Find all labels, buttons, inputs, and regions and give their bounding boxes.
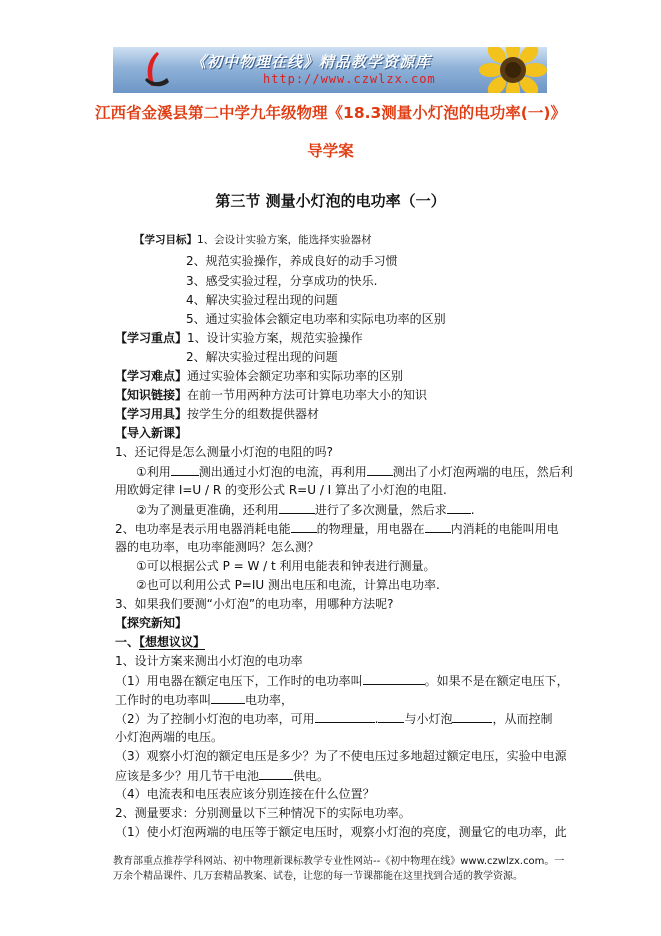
explore-subheading: 一、【想想议议】: [115, 635, 206, 649]
sunflower-icon: [473, 47, 547, 93]
logo-icon: [141, 50, 171, 90]
document-title: 江西省金溪县第二中学九年级物理《18.3测量小灯泡的电功率(一)》: [95, 104, 566, 122]
tools-line: 【学习用具】按学生分的组数提供器材: [115, 407, 320, 421]
intro-question-1: 1、还记得是怎么测量小灯泡的电阻的吗?: [115, 445, 334, 459]
answer-blank[interactable]: [315, 710, 375, 723]
goal-item-5: 5、通过实验体会额定电功率和实际电功率的区别: [186, 312, 446, 326]
explore-item-2b: 小灯泡两端的电压。: [115, 730, 224, 744]
answer-blank[interactable]: [363, 672, 425, 685]
answer-blank[interactable]: [367, 463, 393, 476]
goal-item-4: 4、解决实验过程出现的问题: [186, 293, 338, 307]
banner-title: 《初中物理在线》精品教学资源库: [191, 53, 432, 71]
key-points-label: 【学习重点】: [115, 331, 188, 345]
explore-item-3b: 应该是多少？用几节干电池 供电。: [115, 769, 330, 783]
answer-blank[interactable]: [452, 710, 492, 723]
goal-item-2: 2、规范实验操作，养成良好的动手习惯: [186, 254, 398, 268]
intro-question-1a: ①利用 测出通过小灯泡的电流，再利用 测出了小灯泡两端的电压，然后利: [136, 465, 573, 479]
intro-label: 【导入新课】: [115, 426, 188, 440]
explore-item-1: 1、设计方案来测出小灯泡的电功率: [115, 654, 303, 668]
key-point-2: 2、解决实验过程出现的问题: [186, 350, 338, 364]
answer-blank[interactable]: [279, 501, 315, 514]
intro-question-2d: ②也可以利用公式 P=IU 测出电压和电流，计算出电功率.: [136, 578, 440, 592]
intro-question-2c: ①可以根据公式 P = W / t 利用电能表和钟表进行测量。: [136, 559, 436, 573]
difficulty-line: 【学习难点】通过实验体会额定功率和实际功率的区别: [115, 369, 404, 383]
answer-blank[interactable]: [291, 520, 317, 533]
intro-question-1b: 用欧姆定律 I=U / R 的变形公式 R=U / I 算出了小灯泡的电阻.: [115, 483, 447, 497]
intro-question-3: 3、如果我们要测“小灯泡”的电功率，用哪种方法呢?: [115, 597, 394, 611]
header-banner: [113, 47, 547, 93]
knowledge-link-line: 【知识链接】在前一节用两种方法可计算电功率大小的知识: [115, 388, 428, 402]
footer-line-2: 万余个精品课件、几万套精品教案、试卷，让您的每一节课都能在这里找到合适的教学资源。: [113, 871, 523, 882]
banner-url: http://www.czwlzx.com: [263, 72, 436, 86]
difficulty-label: 【学习难点】: [115, 369, 188, 383]
answer-blank[interactable]: [425, 520, 451, 533]
document-subtitle: 导学案: [307, 142, 354, 160]
explore-item-2: （2）为了控制小灯泡的电功率，可用 . 与小灯泡 ，从而控制: [115, 712, 553, 726]
tools-label: 【学习用具】: [115, 407, 188, 421]
intro-question-1c: ②为了测量更准确，还利用 进行了多次测量，然后求 .: [136, 503, 475, 517]
section-title: 第三节 测量小灯泡的电功率（一）: [215, 192, 446, 210]
goal-item-3: 3、感受实验过程，分享成功的快乐.: [186, 274, 378, 288]
explore-item-5: 2、测量要求：分别测量以下三种情况下的实际电功率。: [115, 806, 411, 820]
answer-blank[interactable]: [447, 501, 471, 514]
explore-item-3: （3）观察小灯泡的额定电压是多少？为了不使电压过多地超过额定电压，实验中电源: [115, 749, 567, 763]
intro-question-2b: 器的电功率，电功率能测吗？怎么测？: [115, 540, 320, 554]
goals-label: 【学习目标】: [134, 234, 197, 246]
explore-item-1a: （1）用电器在额定电压下，工作时的电功率叫 。如果不是在额定电压下，: [115, 674, 569, 688]
answer-blank[interactable]: [171, 463, 199, 476]
answer-blank[interactable]: [211, 691, 245, 704]
goal-item-1: 【学习目标】1、会设计实验方案，能选择实验器材: [134, 234, 372, 246]
intro-question-2: 2、电功率是表示用电器消耗电能 的物理量，用电器在 内消耗的电能叫用电: [115, 522, 559, 536]
explore-item-4: （4）电流表和电压表应该分别连接在什么位置？: [115, 787, 375, 801]
key-point-1: 【学习重点】1、设计实验方案，规范实验操作: [115, 331, 363, 345]
footer-line-1: 教育部重点推荐学科网站、初中物理新课标教学专业性网站--《初中物理在线》www.czwlzx.com。一: [113, 856, 565, 867]
explore-item-6: （1）使小灯泡两端的电压等于额定电压时，观察小灯泡的亮度，测量它的电功率，此: [115, 825, 567, 839]
knowledge-link-label: 【知识链接】: [115, 388, 188, 402]
explore-label: 【探究新知】: [115, 616, 188, 630]
explore-item-1b: 工作时的电功率叫 电功率，: [115, 693, 294, 707]
answer-blank[interactable]: [378, 710, 404, 723]
answer-blank[interactable]: [259, 767, 293, 780]
